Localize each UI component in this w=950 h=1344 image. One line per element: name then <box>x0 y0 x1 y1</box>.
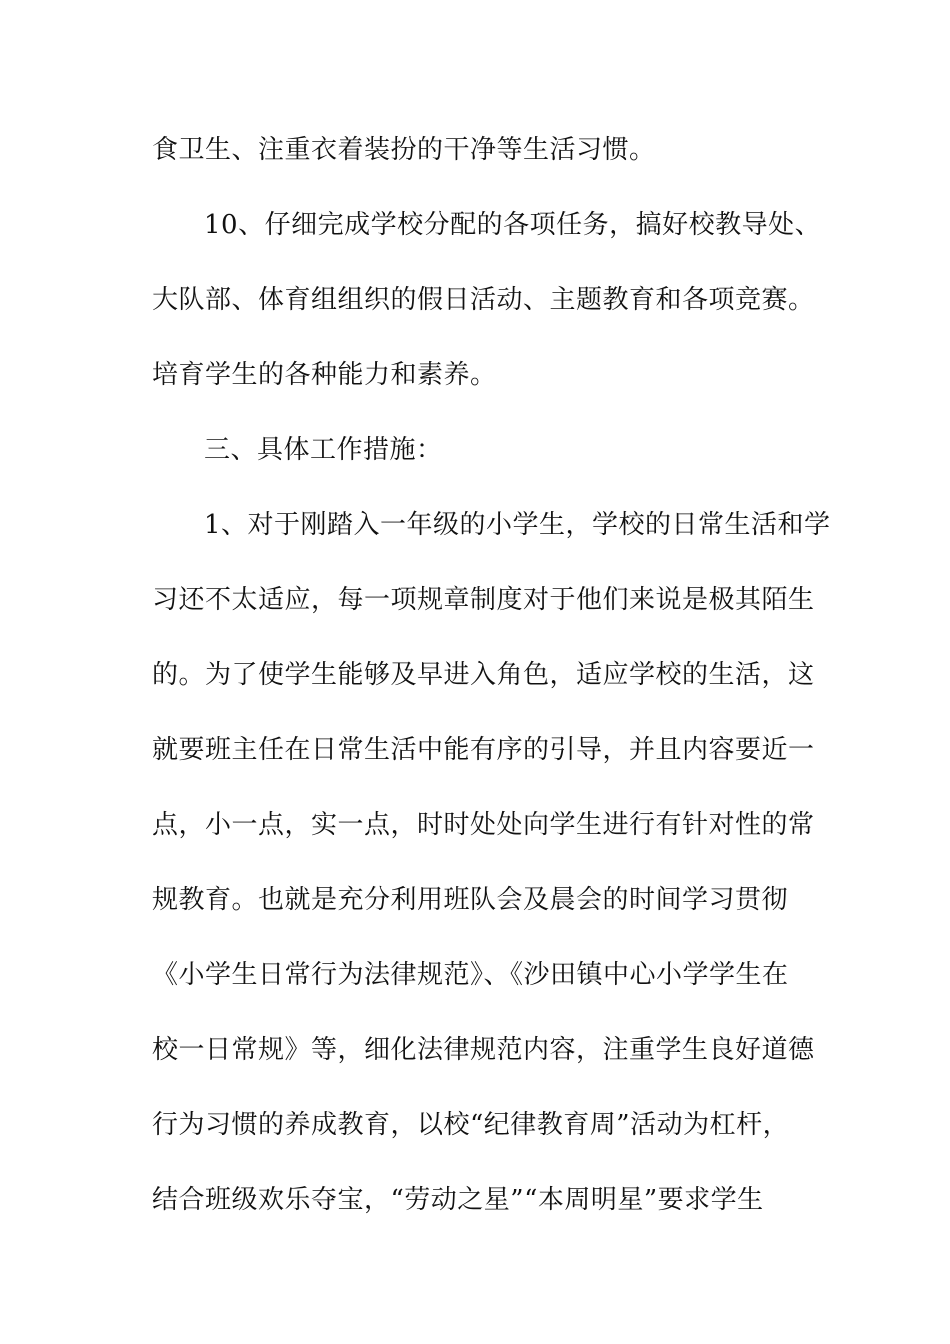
text-line: 结合班级欢乐夺宝，“劳动之星”“本周明星”要求学生 <box>152 1185 764 1215</box>
text-line: 习还不太适应，每一项规章制度对于他们来说是极其陌生 <box>152 585 815 615</box>
text-line: 1、对于刚踏入一年级的小学生，学校的日常生活和学 <box>204 510 831 540</box>
text-line: 点，小一点，实一点，时时处处向学生进行有针对性的常 <box>152 810 815 840</box>
text-line: 的。为了使学生能够及早进入角色，适应学校的生活，这 <box>152 660 815 690</box>
text-line: 大队部、体育组组织的假日活动、主题教育和各项竞赛。 <box>152 285 815 315</box>
text-line: 培育学生的各种能力和素养。 <box>152 360 497 390</box>
section-heading: 三、具体工作措施： <box>204 435 443 465</box>
text-line: 行为习惯的养成教育，以校“纪律教育周”活动为杠杆， <box>152 1110 790 1140</box>
text-line: 10、仔细完成学校分配的各项任务，搞好校教导处、 <box>204 210 822 240</box>
text-line: 《小学生日常行为法律规范》、《沙田镇中心小学学生在 <box>152 960 789 990</box>
text-line: 食卫生、注重衣着装扮的干净等生活习惯。 <box>152 135 656 165</box>
text-line: 校一日常规》等，细化法律规范内容，注重学生良好道德 <box>152 1035 815 1065</box>
text-line: 规教育。也就是充分利用班队会及晨会的时间学习贯彻 <box>152 885 789 915</box>
text-line: 就要班主任在日常生活中能有序的引导，并且内容要近一 <box>152 735 815 765</box>
